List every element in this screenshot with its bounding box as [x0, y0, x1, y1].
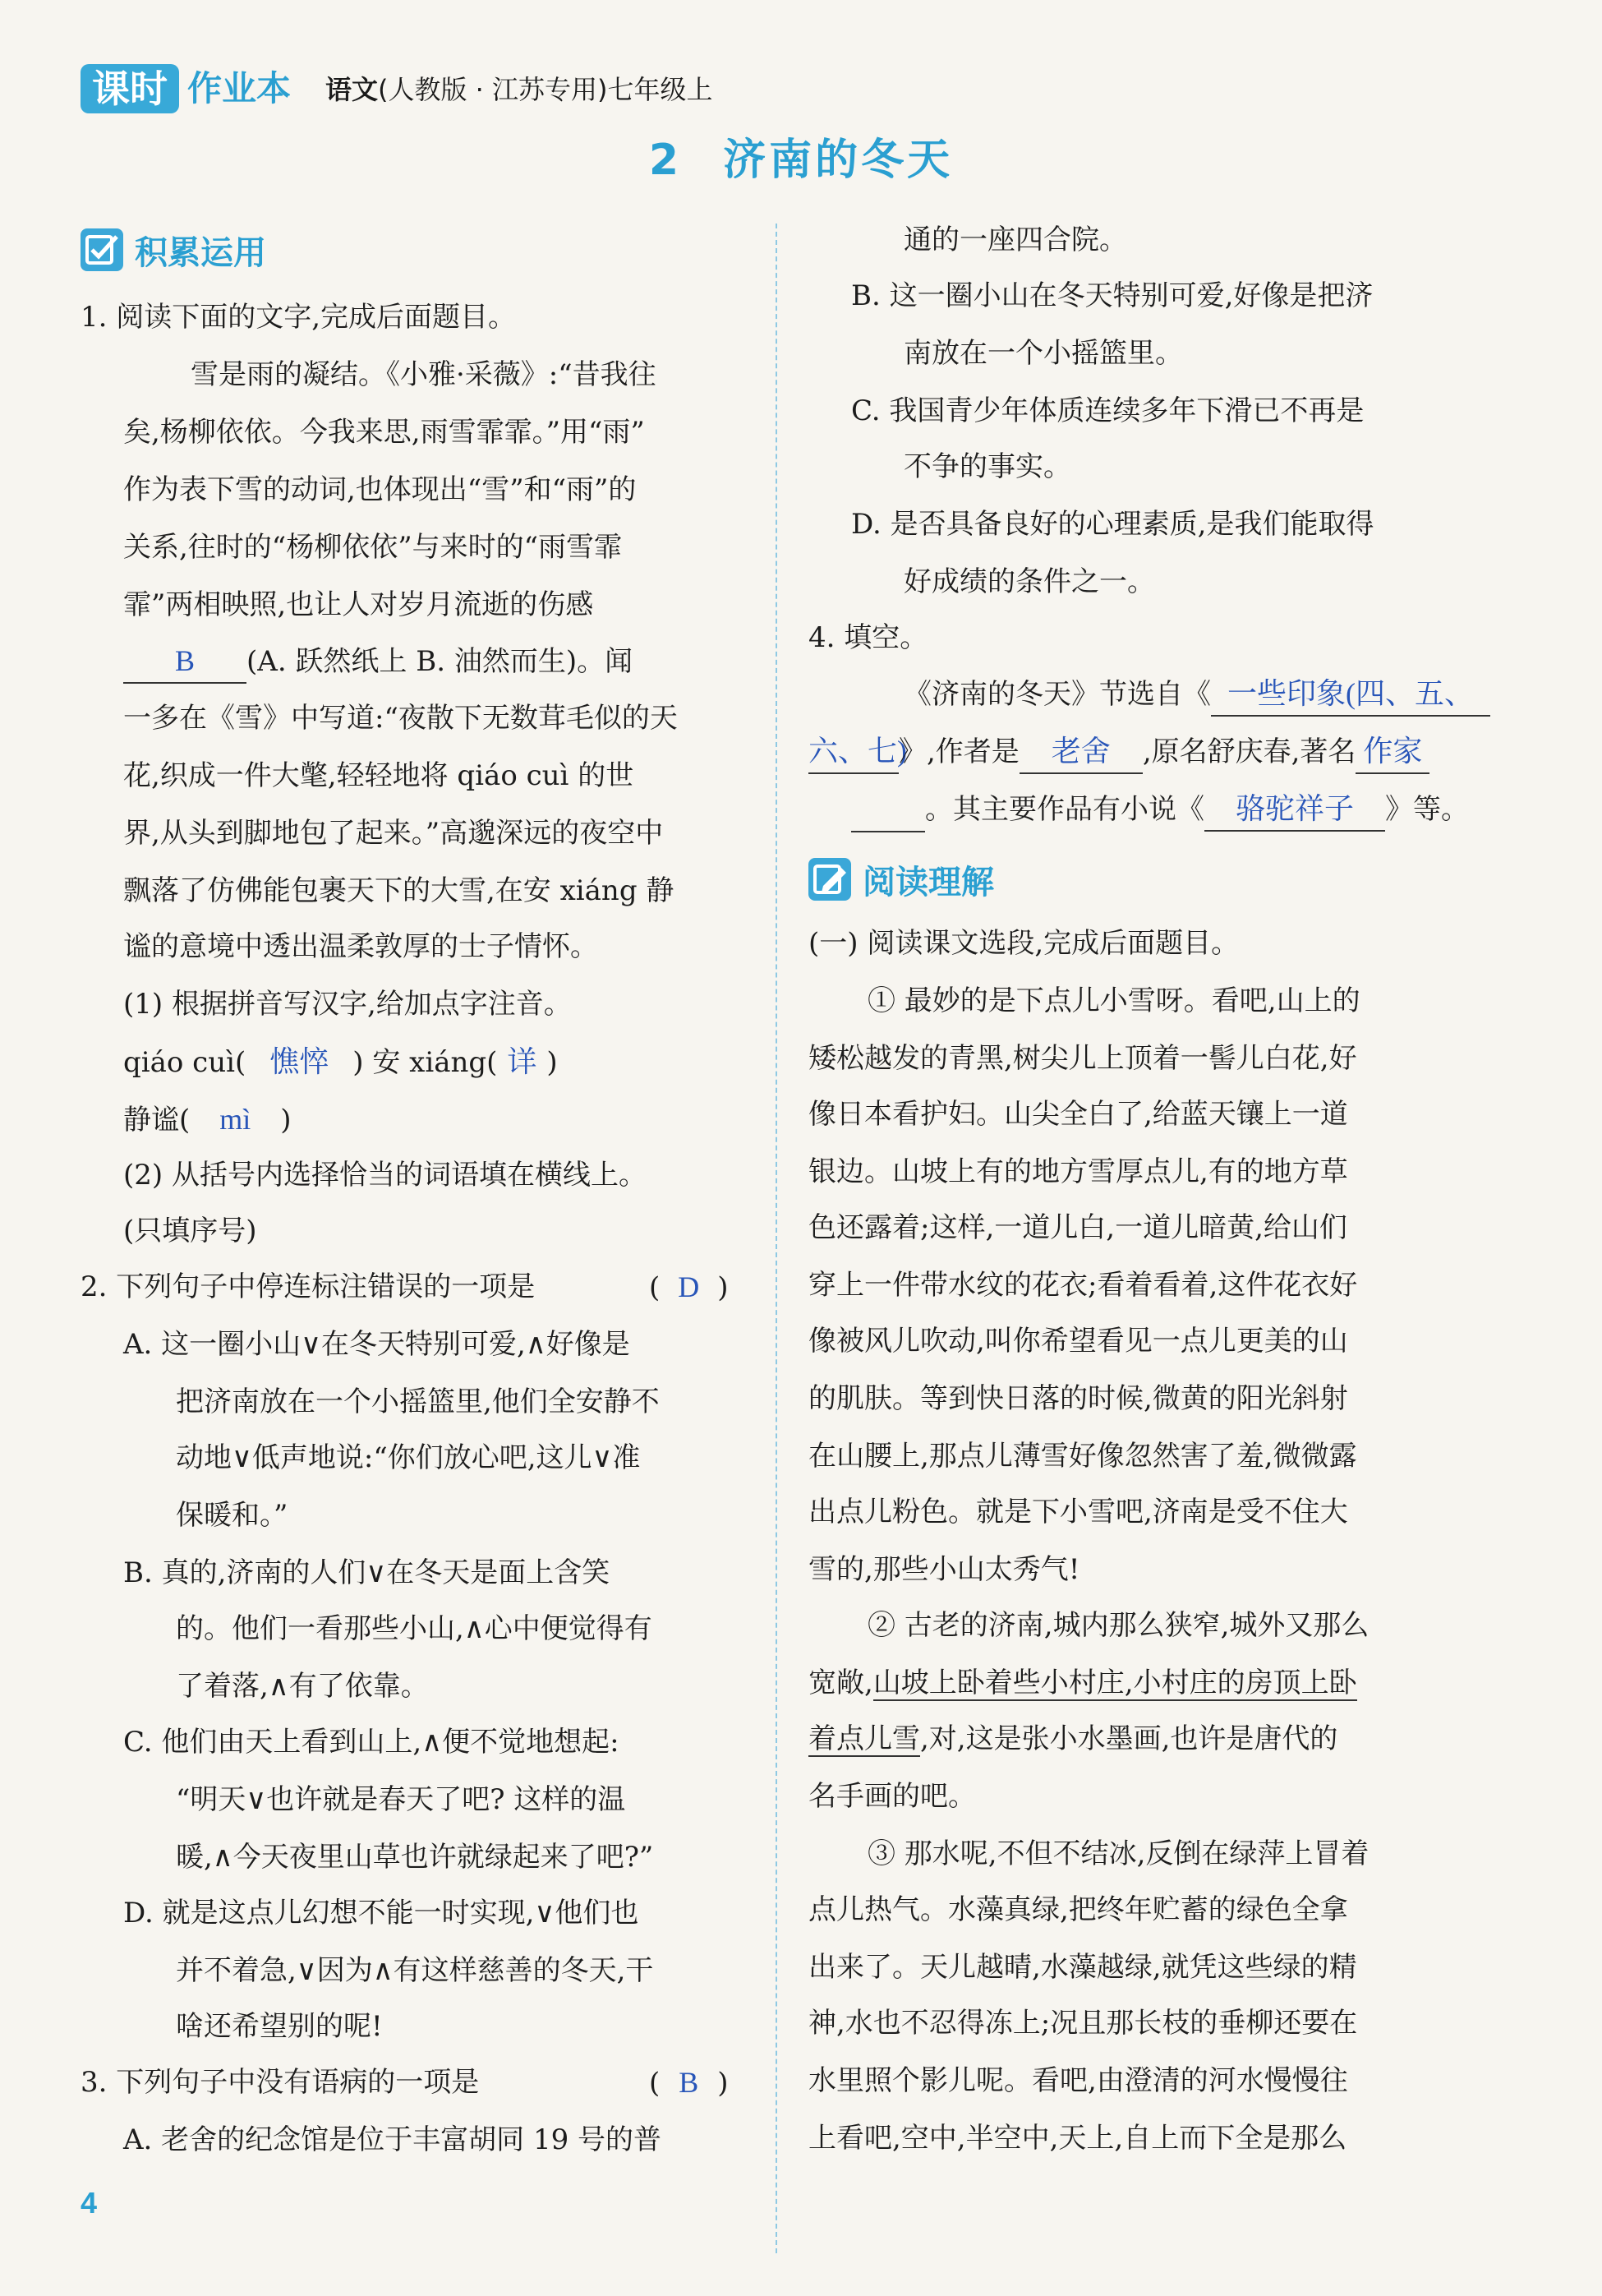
reading-paragraph-line: 出点儿粉色。就是下小雪吧,济南是受不住大 [808, 1496, 1348, 1528]
q1-sub2-note: (只填序号) [123, 1215, 257, 1247]
lesson-name: 济南的冬天 [723, 136, 954, 185]
q2-option-a-cont: 动地∨低声地说:“你们放心吧,这儿∨准 [176, 1441, 641, 1474]
q1-sub1: (1) 根据拼音写汉字,给加点字注音。 [123, 988, 572, 1021]
q2-option-a-cont: 保暖和。” [176, 1499, 288, 1532]
underlined-phrase-cont: 着点儿雪 [808, 1722, 920, 1755]
q1-passage-line: 花,织成一件大氅,轻轻地将 qiáo cuì 的世 [123, 759, 634, 792]
q1-stem: 1. 阅读下面的文字,完成后面题目。 [81, 301, 517, 334]
reading-paragraph-line: 上看吧,空中,半空中,天上,自上而下全是那么 [808, 2122, 1347, 2155]
answer-qiaocui[interactable]: 憔悴 [269, 1045, 329, 1078]
q4-line2: 六、七)》,作者是 老舍 ,原名舒庆春,著名 作家 [808, 730, 1429, 774]
q1-passage-line: 雪是雨的凝结。《小雅·采薇》:“昔我往 [191, 358, 656, 391]
q2-option-d-cont: 啥还希望别的呢! [176, 2010, 383, 2043]
subject-label: 语文 [325, 74, 379, 105]
q3-option-c: C. 我国青少年体质连续多年下滑已不再是 [851, 394, 1365, 427]
q3-option-a-cont: 通的一座四合院。 [904, 224, 1127, 256]
q1-passage-line: 作为表下雪的动词,也体现出“雪”和“雨”的 [123, 473, 637, 506]
q4-author-answer[interactable]: 老舍 [1020, 730, 1143, 774]
q4-source-answer-cont[interactable]: 六、七) [808, 730, 899, 774]
q4-stem: 4. 填空。 [808, 621, 928, 654]
q1-passage-line: 一多在《雪》中写道:“夜散下无数茸毛似的天 [123, 702, 678, 735]
reading-paragraph-line: 银边。山坡上有的地方雪厚点儿,有的地方草 [808, 1155, 1348, 1188]
q3-option-d: D. 是否具备良好的心理素质,是我们能取得 [851, 508, 1374, 541]
q2-option-c: C. 他们由天上看到山上,∧便不觉地想起: [123, 1726, 619, 1759]
page-number: 4 [81, 2186, 98, 2220]
answer-mi[interactable]: mì [219, 1103, 251, 1136]
q2-answer[interactable]: D [678, 1270, 700, 1303]
reading-paragraph-line: 着点儿雪,对,这是张小水墨画,也许是唐代的 [808, 1722, 1338, 1755]
reading-paragraph-line: 点儿热气。水藻真绿,把终年贮蓄的绿色全拿 [808, 1893, 1348, 1926]
q3-option-b-cont: 南放在一个小摇篮里。 [904, 337, 1183, 370]
reading-paragraph-line: 神,水也不忍得冻上;况且那长枝的垂柳还要在 [808, 2007, 1358, 2040]
q1-passage-line: 关系,往时的“杨柳依依”与来时的“雨雪霏 [123, 531, 622, 564]
edition-label: (人教版 · 江苏专用)七年级上 [378, 74, 713, 105]
q2-option-d-cont: 并不着急,∨因为∧有这样慈善的冬天,干 [176, 1954, 654, 1987]
q3-option-d-cont: 好成绩的条件之一。 [904, 565, 1155, 598]
q4-novel-answer[interactable]: 骆驼祥子 [1204, 787, 1385, 832]
q1-passage-line: 谧的意境中透出温柔敦厚的士子情怀。 [123, 930, 598, 963]
reading-paragraph-line: ① 最妙的是下点儿小雪呀。看吧,山上的 [868, 984, 1360, 1017]
q3-option-b: B. 这一圈小山在冬天特别可爱,好像是把济 [851, 279, 1374, 312]
q4-source-answer[interactable]: 一些印象(四、五、 [1211, 672, 1490, 717]
q2-option-a-cont: 把济南放在一个小摇篮里,他们全安静不 [176, 1385, 660, 1418]
reading-part1-stem: (一) 阅读课文选段,完成后面题目。 [808, 927, 1240, 960]
reading-paragraph-line: 穿上一件带水纹的花衣;看着看着,这件花衣好 [808, 1269, 1358, 1302]
subject-edition [325, 69, 713, 110]
q1-sub1-answers: qiáo cuì( 憔悴 ) 安 xiáng( 详 ) [123, 1040, 558, 1084]
reading-paragraph-line: 在山腰上,那点儿薄雪好像忽然害了羞,微微露 [808, 1440, 1357, 1473]
q1-passage-line: 矣,杨柳依依。今我来思,雨雪霏霏。”用“雨” [123, 416, 645, 449]
reading-paragraph-line: ③ 那水呢,不但不结冰,反倒在绿萍上冒着 [868, 1837, 1370, 1870]
q2-option-d: D. 就是这点儿幻想不能一时实现,∨他们也 [123, 1897, 639, 1929]
q4-title-blank-cont[interactable] [851, 788, 925, 832]
lesson-number: 2 [648, 136, 683, 185]
answer-xiang[interactable]: 详 [507, 1045, 537, 1078]
column-divider [776, 224, 777, 2253]
reading-paragraph-line: 名手画的吧。 [808, 1780, 976, 1813]
q2-option-b-cont: 的。他们一看那些小山,∧心中便觉得有 [176, 1612, 652, 1645]
q2-option-b: B. 真的,济南的人们∨在冬天是面上含笑 [123, 1556, 610, 1589]
section-reading-title: 阅读理解 [863, 863, 994, 901]
lesson-title [0, 123, 1602, 197]
q3-answer-bracket: ( B ) [649, 2061, 729, 2105]
pencil-icon [808, 858, 851, 901]
q4-title-answer[interactable]: 作家 [1356, 730, 1429, 774]
q1-passage-line: 界,从头到脚地包了起来。”高邈深远的夜空中 [123, 817, 664, 850]
q1-passage-line: 霏”两相映照,也让人对岁月流逝的伤感 [123, 588, 594, 621]
q2-option-c-cont: 暖,∧今天夜里山草也许就绿起来了吧?” [176, 1841, 654, 1874]
reading-paragraph-line: ② 古老的济南,城内那么狭窄,城外又那么 [868, 1609, 1370, 1642]
q2-option-b-cont: 了着落,∧有了依靠。 [176, 1670, 429, 1703]
q2-option-a: A. 这一圈小山∨在冬天特别可爱,∧好像是 [123, 1328, 630, 1361]
section-accumulate-title: 积累运用 [135, 233, 266, 272]
underlined-phrase: 山坡上卧着些小村庄,小村庄的房顶上卧 [872, 1667, 1357, 1699]
reading-paragraph-line: 色还露着;这样,一道儿白,一道儿暗黄,给山们 [808, 1211, 1347, 1244]
q3-stem: 3. 下列句子中没有语病的一项是 [81, 2066, 480, 2099]
workbook-title: 作业本 [187, 68, 292, 108]
reading-paragraph-line: 的肌肤。等到快日落的时候,微黄的阳光斜射 [808, 1382, 1348, 1415]
checklist-icon [81, 228, 123, 271]
q3-option-c-cont: 不争的事实。 [904, 450, 1071, 483]
reading-paragraph-line: 像被风儿吹动,叫你希望看见一点儿更美的山 [808, 1325, 1348, 1358]
reading-paragraph-line: 水里照个影儿呢。看吧,由澄清的河水慢慢往 [808, 2064, 1348, 2097]
q1-sub2: (2) 从括号内选择恰当的词语填在横线上。 [123, 1159, 647, 1192]
q3-option-a: A. 老舍的纪念馆是位于丰富胡同 19 号的普 [123, 2123, 662, 2156]
q4-line3: 。其主要作品有小说《 骆驼祥子 》等。 [851, 787, 1469, 832]
reading-paragraph-line: 像日本看护妇。山尖全白了,给蓝天镶上一道 [808, 1098, 1348, 1131]
q4-line1: 《济南的冬天》节选自《 一些印象(四、五、 [904, 672, 1490, 717]
section-reading [808, 855, 994, 904]
reading-paragraph-line: 矮松越发的青黑,树尖儿上顶着一髻儿白花,好 [808, 1042, 1357, 1075]
q2-option-c-cont: “明天∨也许就是春天了吧? 这样的温 [176, 1783, 626, 1816]
q2-answer-bracket: ( D ) [649, 1266, 729, 1309]
q1-passage-line: 飘落了仿佛能包裹天下的大雪,在安 xiáng 静 [123, 874, 674, 907]
reading-paragraph-line: 出来了。天儿越晴,水藻越绿,就凭这些绿的精 [808, 1951, 1357, 1984]
q2-stem: 2. 下列句子中停连标注错误的一项是 [81, 1270, 536, 1303]
reading-paragraph-line: 雪的,那些小山太秀气! [808, 1553, 1080, 1586]
q1-passage-line-blank: B (A. 跃然纸上 B. 油然而生)。闻 [123, 639, 633, 684]
logo-badge: 课时 [81, 64, 179, 113]
q1-sub1-answer-mi: 静谧( mì ) [123, 1098, 292, 1141]
q3-answer[interactable]: B [679, 2066, 699, 2099]
reading-paragraph-line: 宽敞,山坡上卧着些小村庄,小村庄的房顶上卧 [808, 1667, 1357, 1699]
q1-blank-answer[interactable]: B [123, 639, 246, 684]
section-accumulate [81, 225, 266, 274]
